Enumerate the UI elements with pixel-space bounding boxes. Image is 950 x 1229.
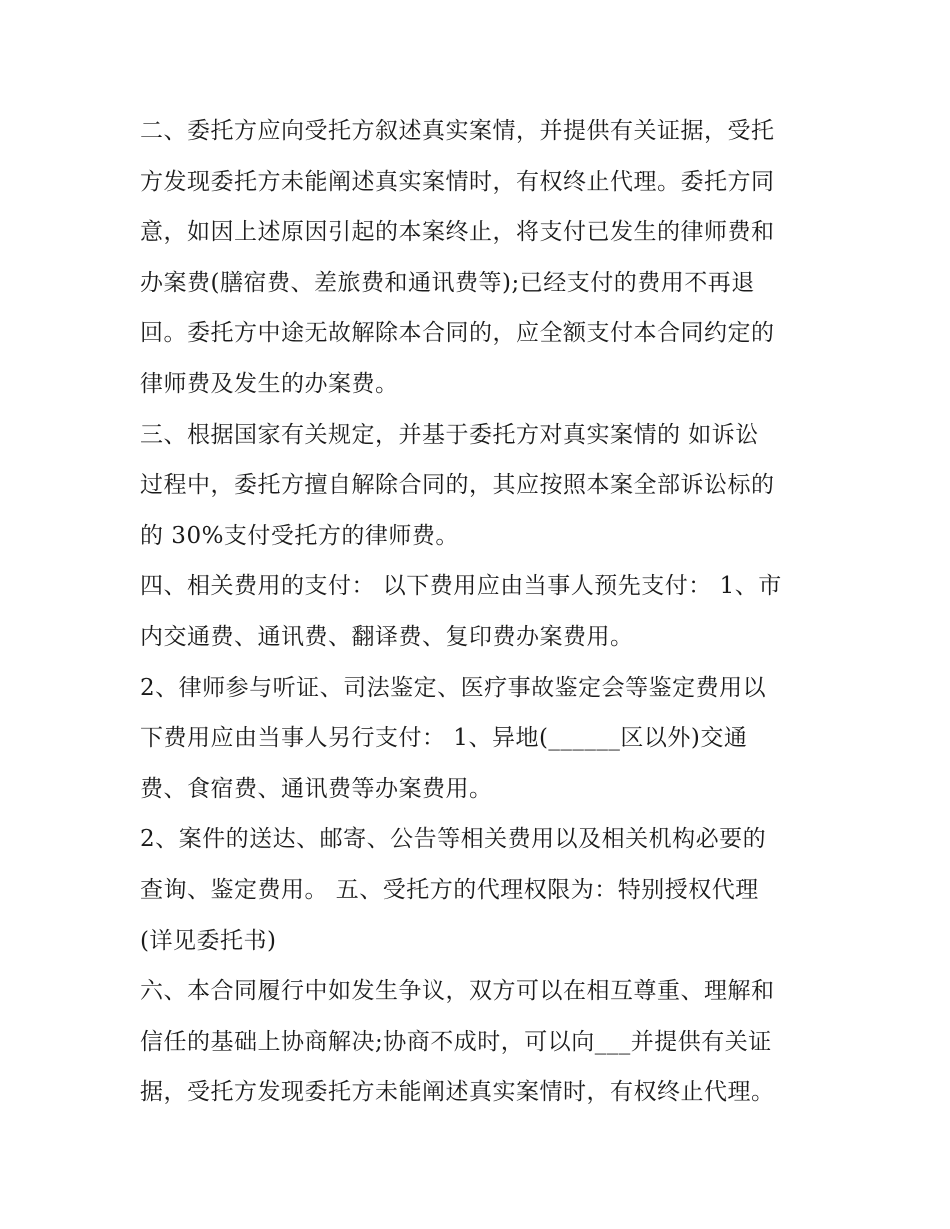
text-line: 办案费(膳宿费、差旅费和通讯费等);已经支付的费用不再退	[140, 269, 755, 296]
text-line: 信任的基础上协商解决;协商不成时，可以向___并提供有关证	[140, 1028, 772, 1055]
text-line: 查询、鉴定费用。 五、受托方的代理权限为：特别授权代理	[140, 876, 759, 903]
text-line: 六、本合同履行中如发生争议，双方可以在相互尊重、理解和	[140, 978, 775, 1005]
text-line: (详见委托书)	[140, 927, 277, 954]
text-line: 四、相关费用的支付： 以下费用应由当事人预先支付： 1、市	[140, 573, 782, 600]
text-line: 方发现委托方未能阐述真实案情时，有权终止代理。委托方同	[140, 168, 775, 195]
text-line: 内交通费、通讯费、翻译费、复印费办案费用。	[140, 623, 634, 650]
text-line: 费、食宿费、通讯费等办案费用。	[140, 775, 493, 802]
document-body	[140, 106, 830, 1118]
text-line: 过程中，委托方擅自解除合同的，其应按照本案全部诉讼标的	[140, 472, 775, 499]
text-line: 律师费及发生的办案费。	[140, 370, 399, 397]
text-line: 二、委托方应向受托方叙述真实案情，并提供有关证据，受托	[140, 118, 775, 144]
text-line: 据，受托方发现委托方未能阐述真实案情时，有权终止代理。	[140, 1079, 775, 1106]
text-line: 回。委托方中途无故解除本合同的，应全额支付本合同约定的	[140, 320, 775, 347]
text-line: 三、根据国家有关规定，并基于委托方对真实案情的 如诉讼	[140, 421, 759, 448]
text-line: 2、律师参与听证、司法鉴定、医疗事故鉴定会等鉴定费用以	[140, 674, 767, 701]
text-line: 的 30%支付受托方的律师费。	[140, 522, 459, 549]
text-line: 2、案件的送达、邮寄、公告等相关费用以及相关机构必要的	[140, 826, 767, 853]
text-line: 意，如因上述原因引起的本案终止，将支付已发生的律师费和	[140, 219, 775, 246]
text-line: 下费用应由当事人另行支付： 1、异地(______区以外)交通	[140, 725, 748, 752]
